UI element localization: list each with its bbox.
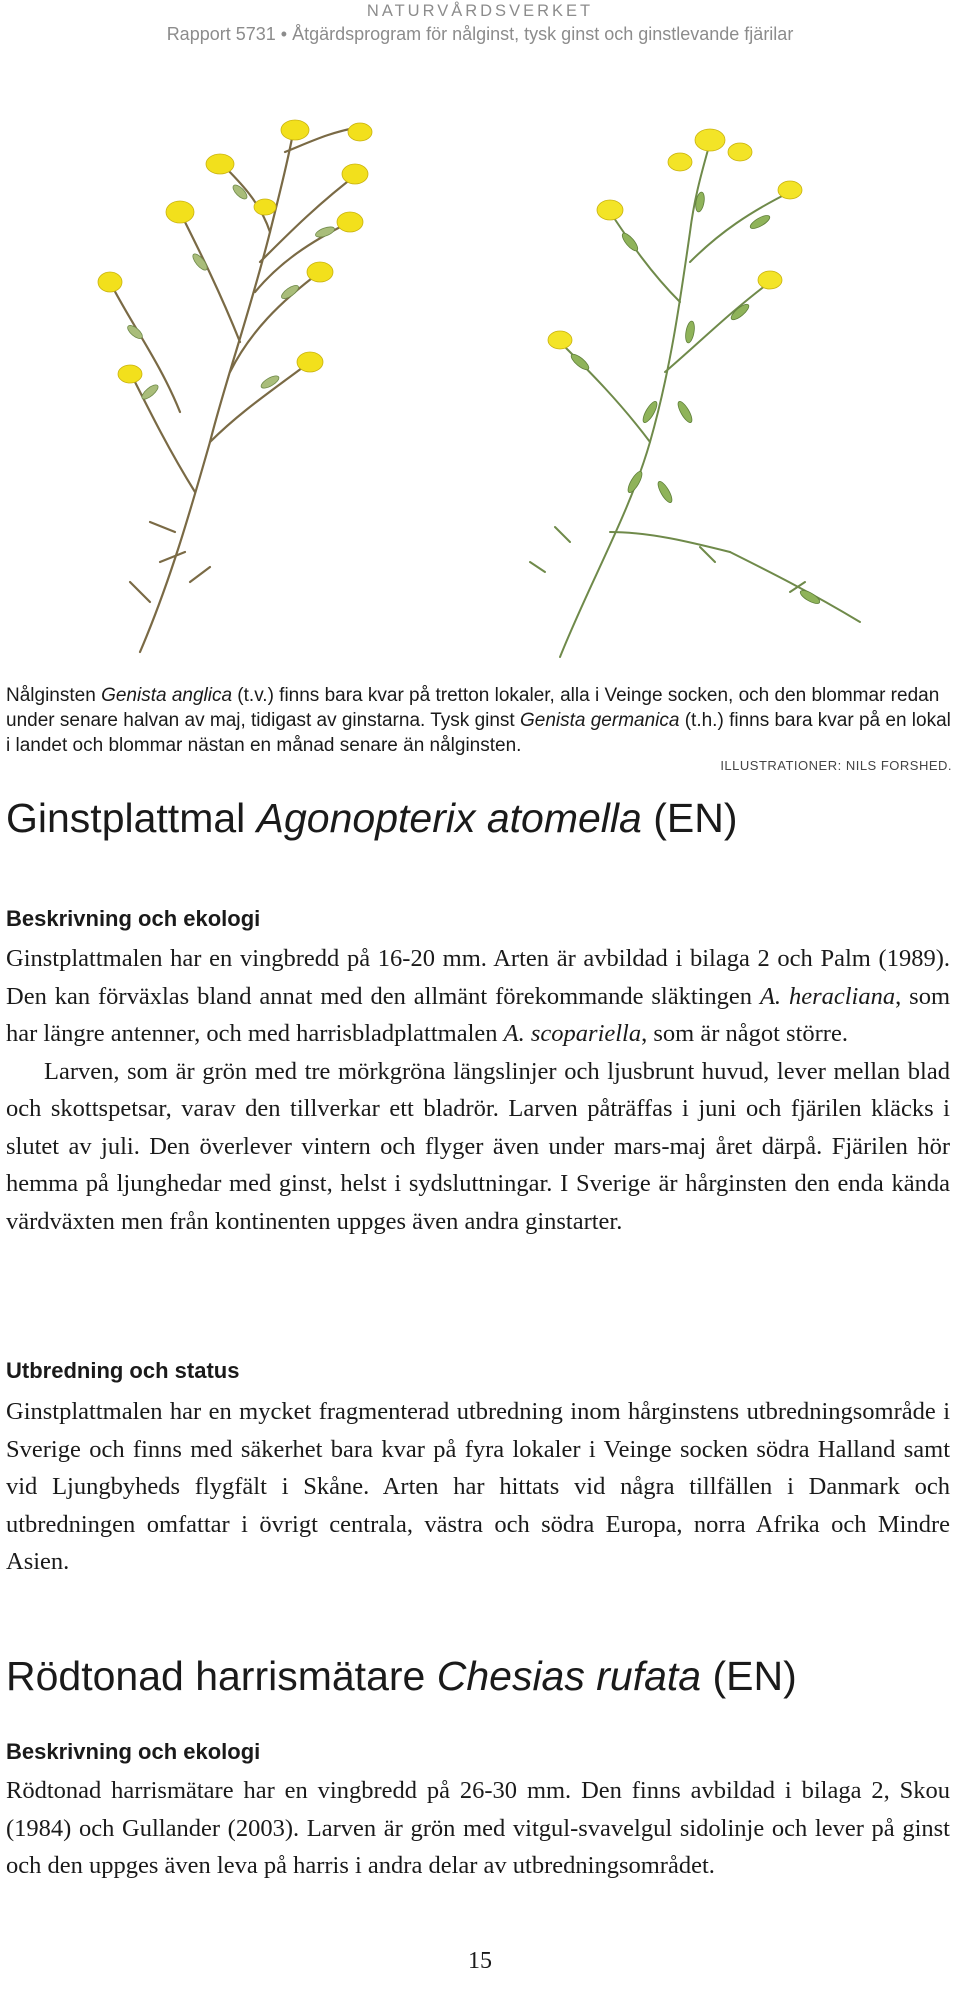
illustration-credit: ILLUSTRATIONER: NILS FORSHED. [720,758,952,773]
subheading-beskrivning-1: Beskrivning och ekologi [6,906,261,931]
section2-description [6,1772,950,1885]
section1-distribution [6,1393,950,1581]
page-number: 15 [468,1948,492,1974]
paragraph-4: Rödtonad harrismätare har en vingbredd på 26-30 mm. Den finns avbildad i bilaga 2, Skou (1984) och Gullander (2003). Larven är grön med vitgul-svavelgul sidolinje och lever på ginst och den uppges även leva på harris i andra delar av utbredningsområdet. [6,1777,950,1879]
paragraph-2: Larven, som är grön med tre mörkgröna längslinjer och ljusbrunt huvud, lever mellan blad och skottspetsar, varav den tillverkar ett bladrör. Larven påträffas i juni och fjärilen kläcks i slutet av juli. Den överlever vintern och flyger även under mars-maj året därpå. Fjärilen hör hemma på ljunghedar med ginst, helst i sydsluttningar. I Sverige är hårginsten den enda kända värdväxten men från kontinenten uppges även andra ginstarter. [6,1057,950,1235]
genista-anglica-drawing [110,122,360,652]
section-title-chesias: Rödtonad harrismätare Chesias rufata (EN) [6,1653,797,1699]
subheading-utbredning: Utbredning och status [6,1358,240,1383]
header-organization: NATURVÅRDSVERKET [366,2,594,20]
subheading-beskrivning-2: Beskrivning och ekologi [6,1739,261,1764]
paragraph-1: Ginstplattmalen har en vingbredd på 16-20 mm. Arten är avbildad i bilaga 2 och Palm (1989). Den kan förväxlas bland annat med den allmänt förekommande släktingen A. heracliana, som har längre antenner, och med harrisbladplattmalen A. scopariella, som är något större. [6,945,951,1047]
paragraph-3: Ginstplattmalen har en mycket fragmenterad utbredning inom hårginstens utbredningsområde i Sverige och finns med säkerhet bara kvar på fyra lokaler i Veinge socken södra Halland samt vid Ljungbyheds flygfält i Skåne. Arten har hittats vid några tillfällen i Danmark och utbredningen omfattar i övrigt centrala, västra och södra Europa, norra Afrika och Mindre Asien. [6,1398,950,1575]
genista-anglica-flowers [98,120,372,383]
illustration-caption: Nålginsten Genista anglica (t.v.) finns bara kvar på tretton lokaler, alla i Veinge socken, och den blommar redan under senare halvan av maj, tidigast av ginstarna. Tysk ginst Genista germanica (t.h.) finns bara kvar på en lokal i landet och blommar nästan en månad senare än nålginsten. [6,685,951,756]
genista-illustration [90,112,950,672]
section1-description [6,940,950,1240]
genista-germanica-flowers [548,129,802,349]
header-report-title: Rapport 5731 • Åtgärdsprogram för nålginst, tysk ginst och ginstlevande fjärilar [166,24,794,44]
section-title-agonopterix: Ginstplattmal Agonopterix atomella (EN) [6,795,738,841]
genista-germanica-drawing [530,142,860,657]
